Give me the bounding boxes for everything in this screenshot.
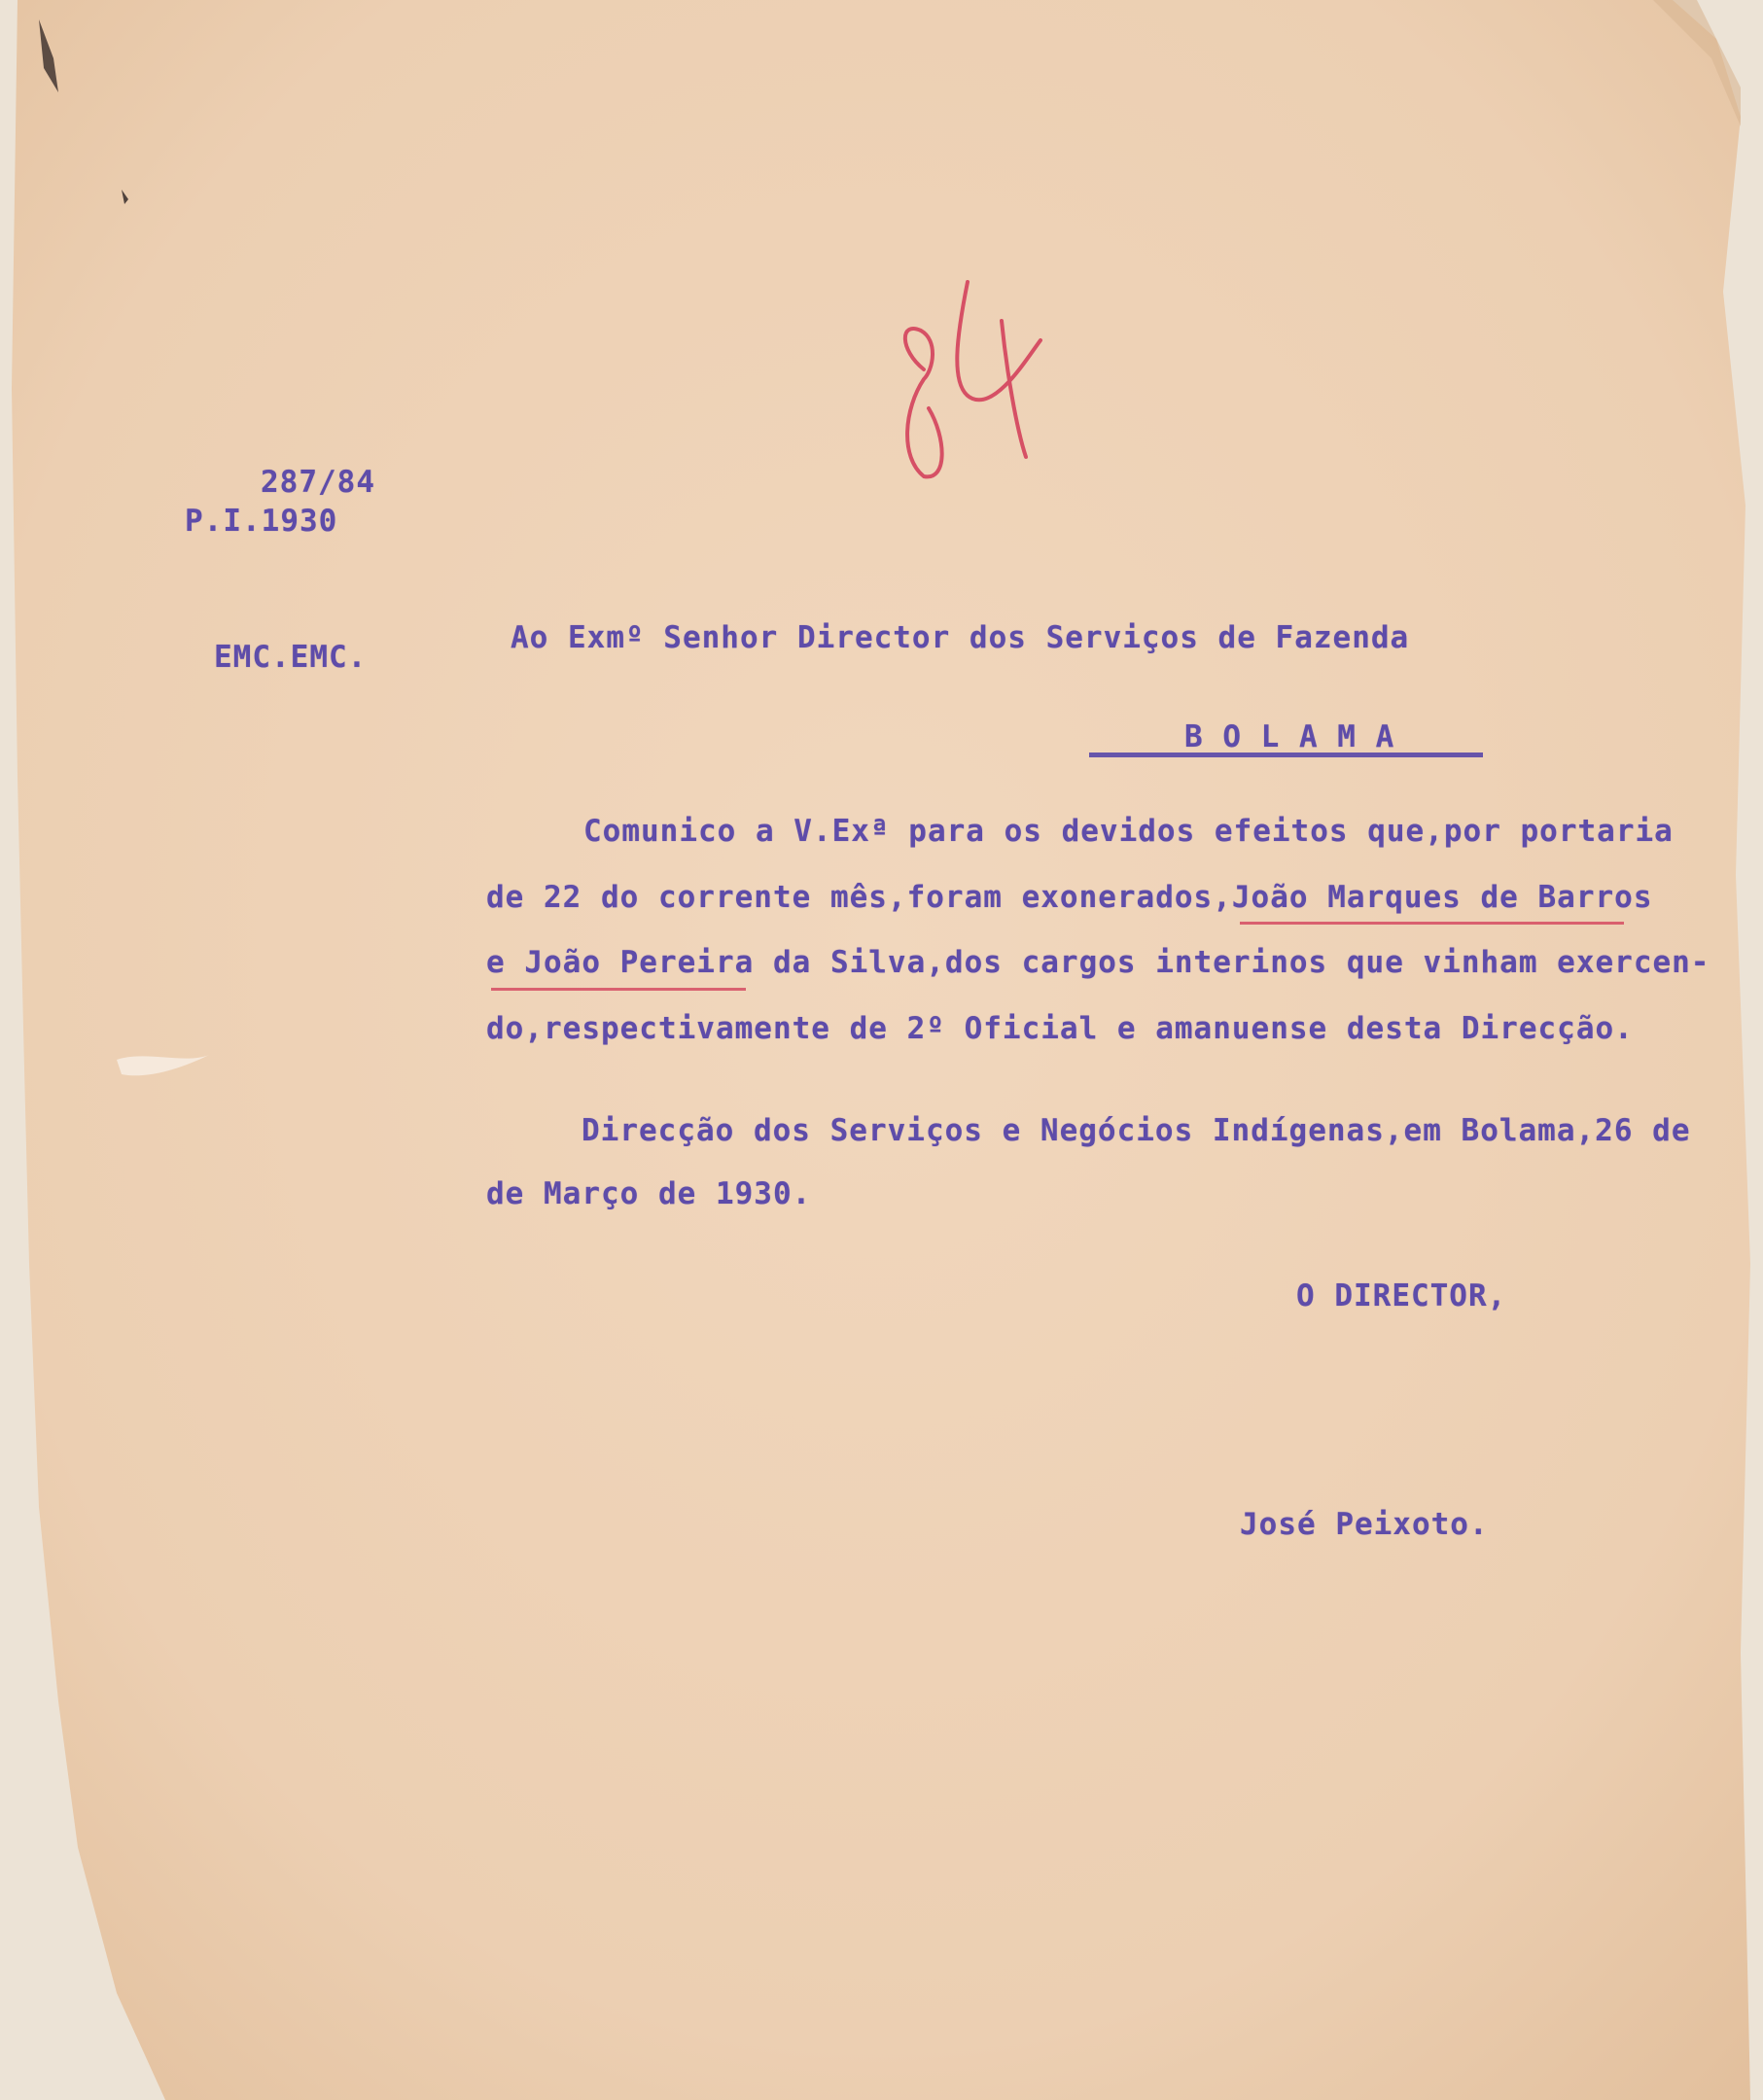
- body-line-4: do,respectivamente de 2º Oficial e amanuense desta Direcção.: [486, 1011, 1634, 1046]
- signature-title: O DIRECTOR,: [1296, 1278, 1507, 1313]
- pencil-folio-mark: [880, 262, 1055, 496]
- process-reference: P.I.1930: [185, 504, 338, 539]
- body-line-2: de 22 do corrente mês,foram exonerados,João Marques de Barros: [486, 880, 1653, 915]
- reference-number: 287/84: [261, 465, 375, 500]
- name-underline-1: [1240, 922, 1624, 925]
- closing-line-1: Direcção dos Serviços e Negócios Indígenas,em Bolama,26 de: [582, 1113, 1691, 1148]
- typist-initials: EMC.EMC.: [214, 640, 368, 675]
- body-line-1: Comunico a V.Exª para os devidos efeitos que,por portaria: [583, 814, 1674, 849]
- closing-line-2: de Março de 1930.: [486, 1176, 812, 1211]
- name-underline-2: [491, 988, 746, 991]
- body-line-3: e João Pereira da Silva,dos cargos interinos que vinham exercen-: [486, 945, 1710, 980]
- place-name: B O L A M A: [1184, 719, 1395, 754]
- place-underline: [1089, 752, 1483, 757]
- signature-name: José Peixoto.: [1240, 1507, 1489, 1542]
- recipient-line: Ao Exmº Senhor Director dos Serviços de Fazenda: [511, 620, 1410, 655]
